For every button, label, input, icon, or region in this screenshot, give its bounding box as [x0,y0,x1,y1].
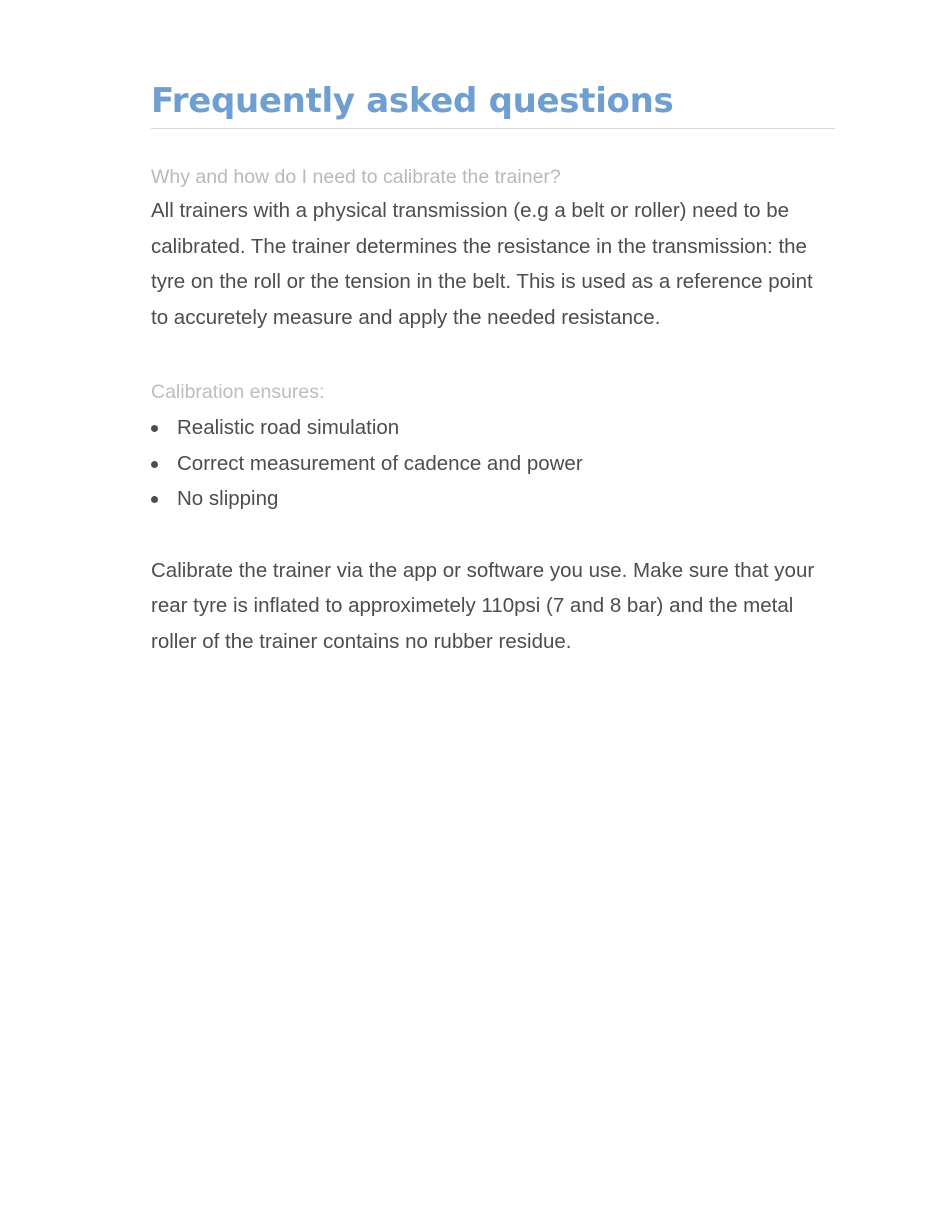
faq-page [151,78,835,659]
list-item [151,410,835,446]
list-item [151,481,835,517]
list-item-text: Correct measurement of cadence and power [177,451,583,475]
list-item-text: Realistic road simulation [177,416,400,439]
calibration-instructions: Calibrate the trainer via the app or software you use. Make sure that your rear tyre is inflated to approximetely 110psi (7 and 8 bar) and the metal roller of the trainer contains no rubber residue. [151,558,815,653]
bullet-icon [151,425,158,432]
bullet-icon [151,496,158,503]
faq-question: Why and how do I need to calibrate the trainer? [151,166,561,188]
faq-answer: All trainers with a physical transmission (e.g a belt or roller) need to be calibrated. The trainer determines the resistance in the transmission: the tyre on the roll or the tension in the belt. This is used as a reference point to accuretely measure and apply the needed resistance. [151,199,813,329]
calibration-heading: Calibration ensures: [151,381,325,403]
bullet-icon [151,461,158,468]
title-divider [151,128,835,129]
list-item-text: No slipping [177,487,279,510]
page-title: Frequently asked questions [151,81,674,121]
calibration-list [151,410,835,517]
list-item [151,446,835,482]
